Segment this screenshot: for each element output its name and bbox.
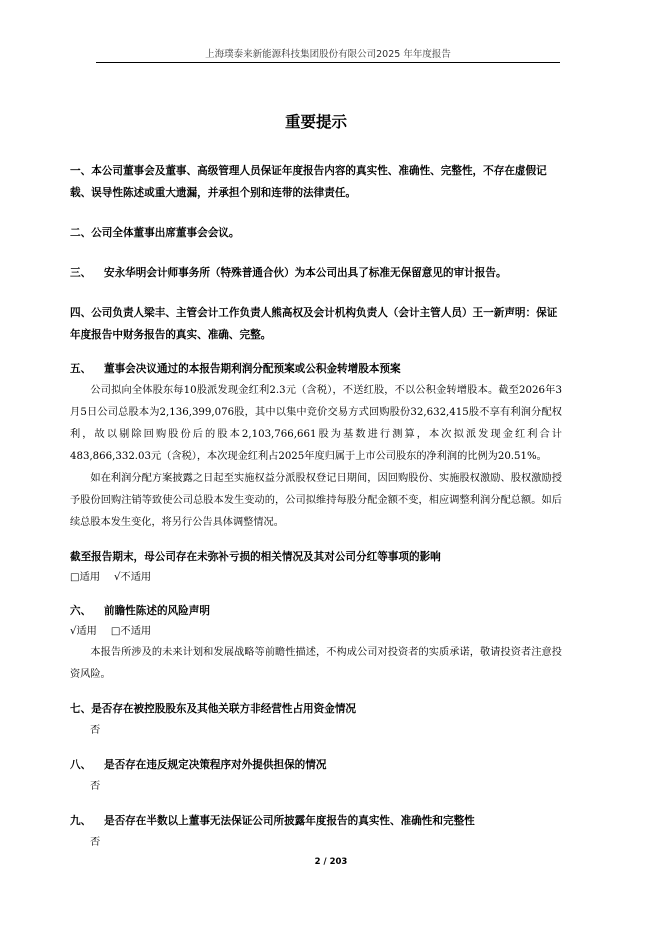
item-1	[70, 160, 562, 204]
item-text: 安永华明会计师事务所（特殊普通合伙）为本公司出具了标准无保留意见的审计报告。	[104, 267, 507, 279]
option-not-applicable: √不适用	[114, 572, 152, 583]
item-4	[70, 302, 562, 346]
uncovered-loss-heading: 截至报告期末，母公司存在未弥补亏损的相关情况及其对公司分红等事项的影响	[70, 551, 441, 563]
item-number: 七、	[70, 703, 92, 715]
item-number: 三、	[70, 267, 92, 279]
page-number: 2 / 203	[314, 857, 348, 867]
option-applicable: □适用	[70, 572, 101, 583]
dividend-adjustment-paragraph: 如在利润分配方案披露之日起至实施权益分派股权登记日期间，因回购股份、实施股权激励、股权激励授予股份回购注销等致使公司总股本发生变动的，公司拟维持每股分配金额不变，相应调整利润分配总额。如后续总股本发生变化，将另行公告具体调整情况。	[70, 473, 562, 528]
item-number: 四、	[70, 307, 92, 319]
item-number: 一、	[70, 165, 92, 177]
item-8	[70, 754, 562, 776]
item-3	[70, 262, 562, 284]
header-divider	[96, 62, 560, 63]
option-not-applicable: □不适用	[110, 626, 152, 637]
item-6	[70, 600, 562, 622]
item-number: 二、	[70, 227, 92, 239]
option-applicable: √适用	[70, 626, 97, 637]
risk-statement-paragraph: 本报告所涉及的未来计划和发展战略等前瞻性描述，不构成公司对投资者的实质承诺，敬请投资者注意投资风险。	[70, 647, 562, 680]
item-9	[70, 810, 562, 832]
item-text: 本公司董事会及董事、高级管理人员保证年度报告内容的真实性、准确性、完整性，不存在虚假记载、误导性陈述或重大遗漏，并承担个别和连带的法律责任。	[70, 165, 547, 199]
item-text: 董事会决议通过的本报告期利润分配预案或公积金转增股本预案	[104, 363, 401, 375]
report-header: 上海璞泰来新能源科技集团股份有限公司2025 年年度报告	[205, 49, 451, 60]
item-text: 前瞻性陈述的风险声明	[104, 605, 210, 617]
item-7-answer: 否	[90, 725, 101, 736]
dividend-plan-paragraph: 公司拟向全体股东每10股派发现金红利2.3元（含税），不送红股，不以公积金转增股本。截至2026年3月5日公司总股本为2,136,399,076股，其中以集中竞价交易方式回购股份32,632,415股不享有利润分配权利，故以剔除回购股份后的股本2,103,766,661股为基数进行测算，本次拟派发现金红利合计483,866,332.03元（含税），本次现金红利占2025年度归属于上市公司股东的净利润的比例为20.51%。	[70, 385, 562, 462]
risk-statement-options	[70, 622, 562, 642]
page-body	[70, 112, 562, 854]
item-8-answer: 否	[90, 781, 101, 792]
item-5	[70, 358, 562, 380]
uncovered-loss-options	[70, 568, 562, 588]
page-title: 重要提示	[284, 113, 347, 131]
item-text: 是否存在被控股股东及其他关联方非经营性占用资金情况	[91, 703, 357, 715]
item-text: 公司全体董事出席董事会会议。	[91, 227, 240, 239]
item-text: 公司负责人梁丰、主管会计工作负责人熊高权及会计机构负责人（会计主管人员）王一新声明：保证年度报告中财务报告的真实、准确、完整。	[70, 307, 558, 341]
item-number: 六、	[70, 605, 92, 617]
item-2	[70, 222, 562, 244]
item-number: 八、	[70, 759, 92, 771]
item-text: 是否存在违反规定决策程序对外提供担保的情况	[104, 759, 327, 771]
item-number: 九、	[70, 815, 92, 827]
item-text: 是否存在半数以上董事无法保证公司所披露年度报告的真实性、准确性和完整性	[104, 815, 475, 827]
item-9-answer: 否	[90, 837, 101, 848]
item-number: 五、	[70, 363, 92, 375]
item-7	[70, 698, 562, 720]
